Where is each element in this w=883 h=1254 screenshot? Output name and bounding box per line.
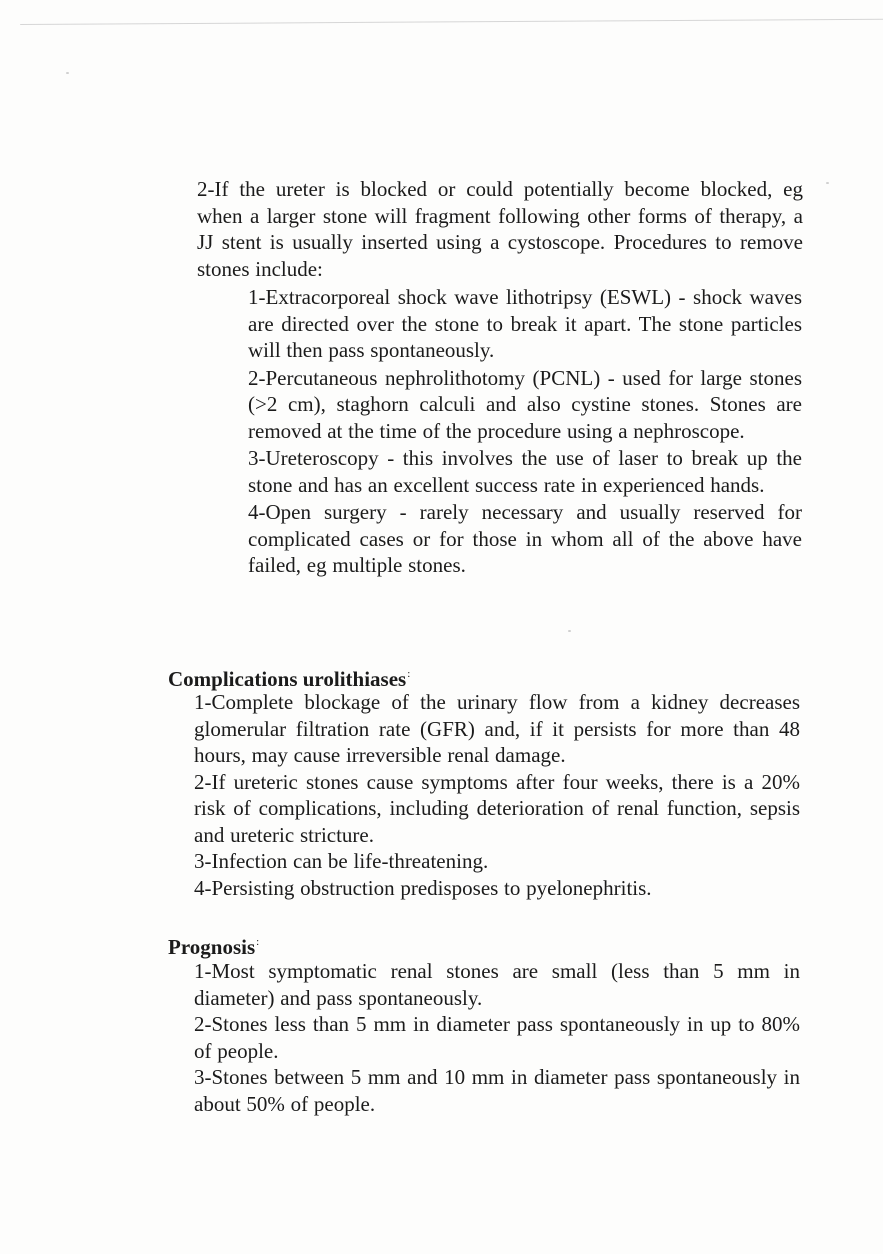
procedure-item-open-surgery: 4-Open surgery - rarely necessary and usually reserved for complicated cases or for those in whom all of the above have failed, eg multiple stones. <box>248 500 802 577</box>
procedure-item-eswl: 1-Extracorporeal shock wave lithotripsy (ESWL) - shock waves are directed over the stone to break it apart. The stone particles will then pass spontaneously. <box>248 285 802 362</box>
complications-heading-text: Complications urolithiases <box>168 667 407 691</box>
procedure-item-pcnl: 2-Percutaneous nephrolithotomy (PCNL) - used for large stones (>2 cm), staghorn calculi and also cystine stones. Stones are removed at the time of the procedure using a nephroscope. <box>248 365 802 443</box>
complications-list <box>194 689 800 901</box>
complications-heading-mark: : <box>407 668 411 680</box>
complication-item: 2-If ureteric stones cause symptoms after four weeks, there is a 20% risk of complications, including deterioration of renal function, sepsis and ureteric stricture. <box>194 769 800 847</box>
prognosis-item: 3-Stones between 5 mm and 10 mm in diameter pass spontaneously in about 50% of people. <box>194 1065 800 1116</box>
complications-heading <box>168 661 410 692</box>
prognosis-heading-mark: : <box>256 936 260 948</box>
prognosis-heading <box>168 929 259 960</box>
complication-item: 4-Persisting obstruction predisposes to pyelonephritis. <box>194 875 652 900</box>
complication-item: 3-Infection can be life-threatening. <box>194 849 489 873</box>
complication-item: 1-Complete blockage of the urinary flow from a kidney decreases glomerular filtration rate (GFR) and, if it persists for more than 48 hours, may cause irreversible renal damage. <box>194 690 800 767</box>
prognosis-heading-text: Prognosis <box>168 935 256 959</box>
procedure-item-ureteroscopy: 3-Ureteroscopy - this involves the use of laser to break up the stone and has an excellent success rate in experienced hands. <box>248 446 802 497</box>
prognosis-list <box>194 958 800 1117</box>
prognosis-item: 1-Most symptomatic renal stones are small (less than 5 mm in diameter) and pass spontaneously. <box>194 959 800 1010</box>
intro-paragraph: 2-If the ureter is blocked or could potentially become blocked, eg when a larger stone will fragment following other forms of therapy, a JJ stent is usually inserted using a cystoscope. Procedures to remove stones include: <box>197 177 803 281</box>
procedures-list <box>248 284 802 579</box>
prognosis-item: 2-Stones less than 5 mm in diameter pass spontaneously in up to 80% of people. <box>194 1012 800 1063</box>
